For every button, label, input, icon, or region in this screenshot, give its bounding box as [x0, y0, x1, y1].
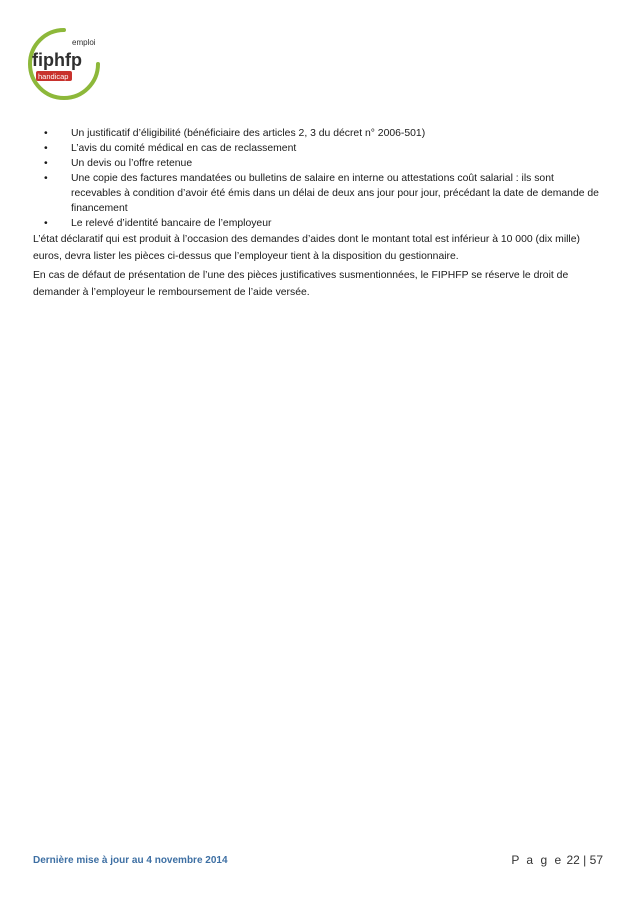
logo-text-fiphfp: fiphfp: [32, 50, 82, 70]
list-item-text: Un devis ou l’offre retenue: [71, 158, 193, 169]
list-item-text: Le relevé d’identité bancaire de l’employeur: [71, 218, 272, 229]
list-item: [44, 156, 604, 171]
list-item: [44, 171, 604, 216]
list-item-text: Une copie des factures mandatées ou bulletins de salaire en interne ou attestations coût salarial : ils sont recevables à condition d’avoir été émis dans un délai de deux ans jour pour jour, précédant la date de demande de financement: [71, 173, 599, 214]
declarative-statement-paragraph: L’état déclaratif qui est produit à l’occasion des demandes d’aides dont le montant total est inférieur à 10 000 (dix mille) euros, devra lister les pièces ci-dessus que l’employeur tient à la disposition du gestionnaire.: [33, 234, 580, 262]
page-number: 22: [566, 853, 580, 867]
list-item-text: L’avis du comité médical en cas de reclassement: [71, 143, 297, 154]
list-item: [44, 141, 604, 156]
bullet-icon: •: [44, 173, 48, 184]
bullet-icon: •: [44, 143, 48, 154]
logo-text-handicap: handicap: [38, 72, 69, 81]
last-updated-text: Dernière mise à jour au 4 novembre 2014: [33, 855, 228, 866]
page-label: P a g e: [511, 853, 564, 867]
list-item-text: Un justificatif d’éligibilité (bénéficiaire des articles 2, 3 du décret n° 2006-501): [71, 128, 426, 139]
logo-text-emploi: emploi: [72, 38, 96, 47]
list-item: [44, 126, 604, 141]
fiphfp-logo: [26, 26, 102, 102]
reimbursement-paragraph: En cas de défaut de présentation de l’une des pièces justificatives susmentionnées, le FIPHFP se réserve le droit de demander à l’employeur le remboursement de l’aide versée.: [33, 270, 569, 298]
bullet-icon: •: [44, 158, 48, 169]
page-separator: |: [583, 853, 587, 867]
list-item: [44, 216, 604, 231]
page-indicator: [511, 853, 603, 867]
bullet-icon: •: [44, 218, 48, 229]
justification-list: [44, 126, 604, 231]
bullet-icon: •: [44, 128, 48, 139]
page-footer: [33, 853, 603, 869]
page-total: 57: [589, 853, 603, 867]
